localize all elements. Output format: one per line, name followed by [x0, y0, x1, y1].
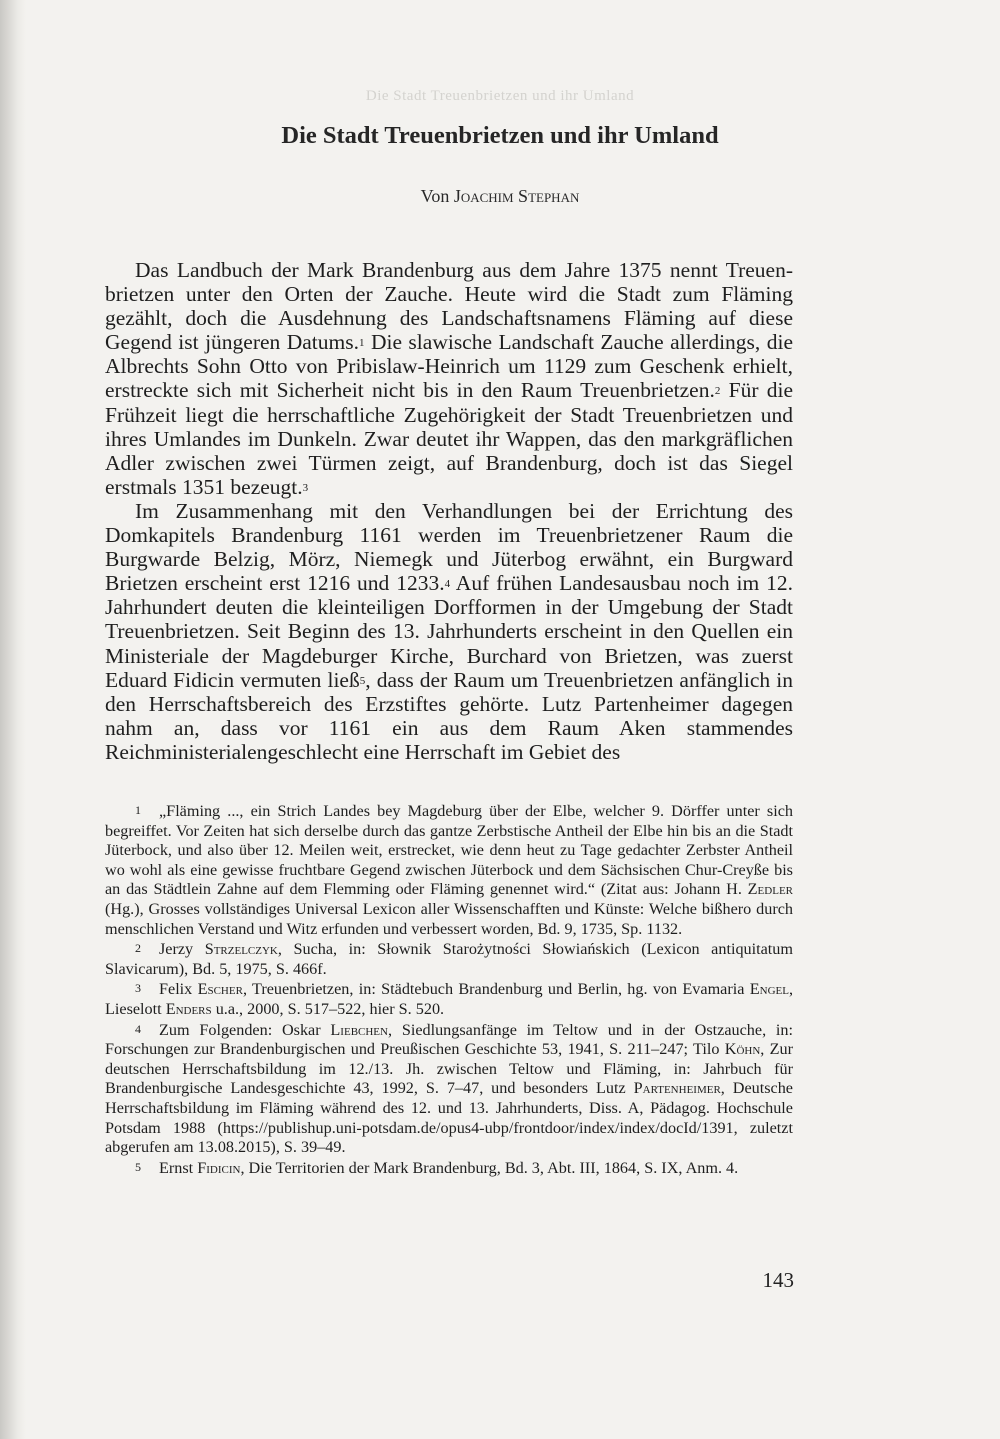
author-name: Escher — [197, 980, 243, 999]
footnote-number: 4 — [135, 1021, 141, 1036]
text-run: Jerzy — [159, 940, 205, 959]
text-run: u.a., 2000, S. 517–522, hier S. 520. — [211, 999, 445, 1018]
text-run: , Siedlungsanfänge im Teltow und in der Ostzauche, in: Forschungen zur Brandenburgischen und Preußischen Geschichte 53, 1941, S. 211–247; Tilo — [105, 1020, 793, 1059]
footnote-5 — [105, 1158, 793, 1179]
bleed-through-header: Die Stadt Treuenbrietzen und ihr Umland — [365, 88, 635, 104]
body-text — [105, 258, 793, 764]
footnote-ref-1[interactable]: 1 — [359, 337, 365, 350]
author-name: Fidicin — [197, 1158, 241, 1177]
paragraph-1 — [105, 258, 793, 499]
text-run: Auf frühen Landesausbau noch im 12. Jahrhundert deuten die kleinteiligen Dorfformen in der Umgebung der Stadt Treuenbrietzen. Seit Beginn des 13. Jahrhunderts erscheint in den Quellen ein Ministeriale der Magdeburger Kirche, Burchard von Brietzen, was zuerst Eduard Fidicin vermuten ließ — [105, 571, 793, 692]
footnotes — [105, 801, 793, 1178]
footnote-number: 2 — [135, 941, 141, 956]
footnote-4 — [105, 1020, 793, 1158]
text-run: , Die Territorien der Mark Brandenburg, Bd. 3, Abt. III, 1864, S. IX, Anm. 4. — [240, 1158, 739, 1177]
author-name: Enders — [165, 999, 212, 1018]
text-run: „Fläming ..., ein Strich Landes bey Magdeburg über der Elbe, welcher 9. Dörffer unter sich begreiffet. Vor Zeiten hat sich derselbe durch das gantze Zerbstische Antheil der Elbe hin bis an die Stadt Jüterbock, und also über 12. Meilen weit, erstrecket, wie denn heut zu Tage gedachter Zerbster Antheil wo wohl als eine gewisse fruchtbare Gegend zwischen Jüterbock und dem Sächsischen Chur-Creyße bis an das Städtlein Zahne auf dem Flemming oder Fläming genennet wird.“ (Zitat aus: Johann H. — [105, 802, 793, 899]
article-title: Die Stadt Treuenbrietzen und ihr Umland — [281, 122, 719, 149]
text-run: , Lieselott — [105, 980, 794, 1018]
footnote-ref-5[interactable]: 5 — [359, 674, 366, 687]
text-run: , Treuenbrietzen, in: Städtebuch Brandenburg und Berlin, hg. von Evamaria — [242, 980, 750, 999]
footnote-ref-4[interactable]: 4 — [444, 578, 451, 591]
footnote-3 — [105, 979, 793, 1019]
text-run: Zum Folgenden: Oskar — [159, 1020, 331, 1039]
footnote-number: 5 — [135, 1159, 141, 1174]
author-name: Köhn — [724, 1040, 761, 1059]
text-run: , Zur deutschen Herrschaftsbildung im 12./13. Jh. zwischen Teltow und Fläming, in: Jahrbuch für Brandenburgische Landesgeschichte 43, 1992, S. 7–47, und besonders Lutz — [105, 1040, 793, 1098]
text-run: Im Zusammenhang mit den Verhandlungen bei der Errichtung des Domkapitels Brandenburg 1161 werden im Treuenbrietzener Raum die Burgwarde Belzig, Mörz, Niemegk und Jüterbog erwähnt, ein Burgward Brietzen erscheint erst 1216 und 1233. — [105, 498, 793, 596]
footnote-ref-2[interactable]: 2 — [714, 385, 721, 398]
paragraph-2 — [105, 499, 793, 764]
author-name: Engel — [749, 980, 789, 999]
footnote-number: 1 — [135, 803, 141, 817]
author-name: Partenheimer — [633, 1079, 721, 1098]
text-run: , Deutsche Herrschaftsbildung im Fläming während des 12. und 13. Jahrhunderts, Diss. A, Pädagog. Hochschule Potsdam 1988 (https://publishup.uni-potsdam.de/opus4-ubp/frontdoor/index/index/docId/1391, zuletzt abgerufen am 13.08.2015), S. 39–49. — [105, 1079, 793, 1157]
text-run: Ernst — [159, 1158, 198, 1177]
author-name: Liebchen — [330, 1020, 388, 1039]
text-run: Für die Frühzeit liegt die herrschaftliche Zugehörigkeit der Stadt Treuenbrietzen und ihres Umlandes im Dunkeln. Zwar deutet ihr Wappen, das den markgräflichen Adler zwischen zwei Türmen zeigt, auf Brandenburg, doch ist das Siegel erstmals 1351 bezeugt. — [105, 378, 793, 499]
text-run: Das Landbuch der Mark Brandenburg aus dem Jahre 1375 nennt Treuenbrietzen unter den Orten der Zauche. Heute wird die Stadt zum Fläming gezählt, doch die Ausdehnung des Landschaftsnamens Fläming auf diese Gegend ist jüngeren Datums. — [105, 258, 793, 355]
footnote-number: 3 — [135, 981, 141, 996]
text-run: (Hg.), Grosses vollständiges Universal Lexicon aller Wissenschafften und Künste: Welche bißhero durch menschlichen Verstand und Witz erfunden und verbessert worden, Bd. 9, 1735, Sp. 1132. — [105, 899, 793, 938]
author-name: Zedler — [747, 880, 793, 899]
author-name: Joachim Stephan — [453, 186, 580, 206]
text-run: Die slawische Landschaft Zauche allerdings, die Albrechts Sohn Otto von Pribislaw-Heinrich um 1129 zum Geschenk erhielt, erstreckte sich mit Sicherheit nicht bis in den Raum Treuenbrietzen. — [105, 330, 794, 403]
footnote-2 — [105, 939, 793, 979]
author-line — [0, 186, 1000, 207]
page-gutter-shadow — [0, 0, 26, 1439]
text-run: , dass der Raum um Treuenbrietzen anfänglich in den Herrschaftsbereich des Erzstiftes gehörte. Lutz Partenheimer dagegen nahm an, dass vor 1161 ein aus dem Raum Aken stammendes Reichministerialengeschlecht eine Herrschaft im Gebiet des — [105, 667, 793, 764]
footnote-1 — [105, 801, 793, 939]
author-prefix: Von — [420, 186, 454, 206]
author-name: Strzelczyk — [204, 940, 278, 959]
page-number: 143 — [762, 1268, 794, 1292]
footnote-ref-3[interactable]: 3 — [302, 481, 309, 494]
text-run: , Sucha, in: Słownik Starożytności Słowiańskich (Lexicon antiquitatum Slavicarum), Bd. 5, 1975, S. 466f. — [105, 940, 793, 978]
text-run: Felix — [159, 980, 198, 999]
